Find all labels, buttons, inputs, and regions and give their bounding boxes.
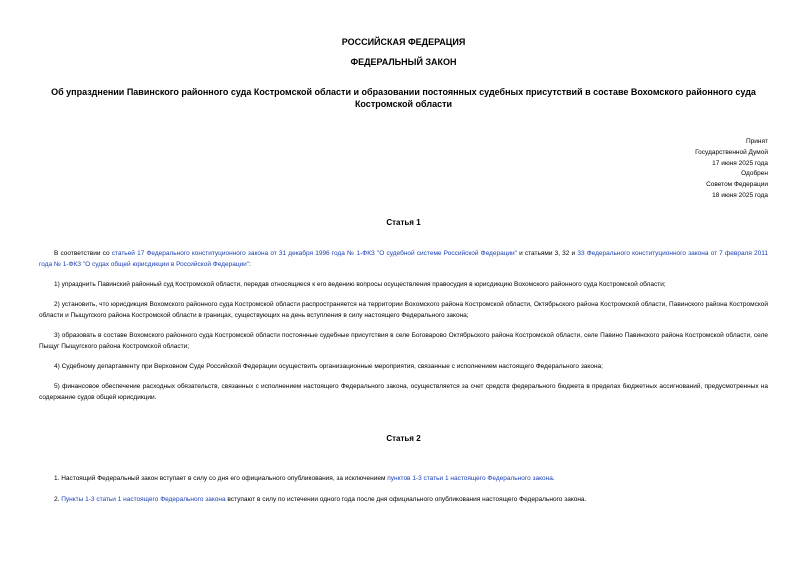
article-1-item-1: 1) упразднить Павинский районный суд Костромской области, передав относящиеся к его ведению вопросы осуществления правосудия в юрисдикцию Вохомского районного суда Костромской области; (54, 281, 666, 288)
p2-text-2: вступают в силу по истечении одного года после дня официального опубликования настоящего Федерального закона. (225, 496, 587, 503)
intro-text-1: В соответствии со (54, 250, 112, 257)
accepted-date: 17 июня 2025 года (712, 159, 768, 167)
article-1-heading: Статья 1 (386, 218, 421, 227)
accepted-label: Принят (745, 138, 768, 145)
approved-date: 18 июня 2025 года (712, 191, 768, 199)
article-1-intro (39, 248, 768, 270)
article-1-item-4: 4) Судебному департаменту при Верховном Суде Российской Федерации осуществить организационные мероприятия, связанные с исполнением настоящего Федерального закона; (54, 363, 603, 370)
accepted-by: Государственной Думой (695, 148, 768, 156)
approved-label: Одобрен (741, 170, 768, 178)
law-title: Об упразднении Павинского районного суда Костромской области и образовании постоянных судебных присутствий в составе Вохомского районного суда Костромской области (51, 87, 756, 109)
link-article-1-items-2[interactable]: Пункты 1-3 статьи 1 настоящего Федерального закона (61, 496, 226, 503)
article-2-paragraph-1 (39, 473, 768, 484)
country-heading: РОССИЙСКАЯ ФЕДЕРАЦИЯ (341, 37, 466, 47)
link-fkz-general-courts[interactable]: 33 Федерального конституционного закона от 7 февраля 2011 года № 1-ФКЗ "О судах общей юрисдикции в Российской Федерации" (39, 250, 768, 268)
article-1-item-2: 2) установить, что юрисдикция Вохомского районного суда Костромской области распространяется на территории Вохомского района Костромской области, Октябрьского района Костромской области, Павинского района Костромской области и Пыщугского района Костромской области в границах, существующих на день вступления в силу настоящего Федерального закона; (39, 301, 768, 319)
p2-text-1: 2. (54, 496, 62, 503)
article-1-item-5: 5) финансовое обеспечение расходных обязательств, связанных с исполнением настоящего Федерального закона, осуществляется за счет средств федерального бюджета в пределах бюджетных ассигнований, предусмотренных на содержание судов общей юрисдикции. (39, 383, 768, 401)
intro-text-3: : (249, 261, 251, 268)
link-fkz-judicial-system[interactable]: статьей 17 Федерального конституционного закона от 31 декабря 1996 года № 1-ФКЗ "О судебной системе Российской Федерации" (111, 250, 517, 257)
approved-by: Советом Федерации (706, 181, 768, 189)
p1-text-2: . (552, 475, 555, 482)
intro-text-2: и статьями 3, 32 и (516, 250, 578, 257)
article-2-paragraph-2 (39, 494, 768, 505)
document-type-heading: ФЕДЕРАЛЬНЫЙ ЗАКОН (350, 57, 457, 67)
article-1-item-3: 3) образовать в составе Вохомского районного суда Костромской области постоянные судебные присутствия в селе Боговарово Октябрьского района Костромской области, селе Павино Павинского района Костромской области, селе Пыщуг Пыщугского района Костромской области; (39, 332, 768, 350)
article-2-heading: Статья 2 (386, 434, 421, 443)
p1-text-1: 1. Настоящий Федеральный закон вступает в силу со дня его официального опубликования, за исключением (54, 475, 388, 482)
link-article-1-items[interactable]: пунктов 1-3 статьи 1 настоящего Федерального закона (387, 475, 553, 482)
acceptance-block (695, 137, 768, 202)
